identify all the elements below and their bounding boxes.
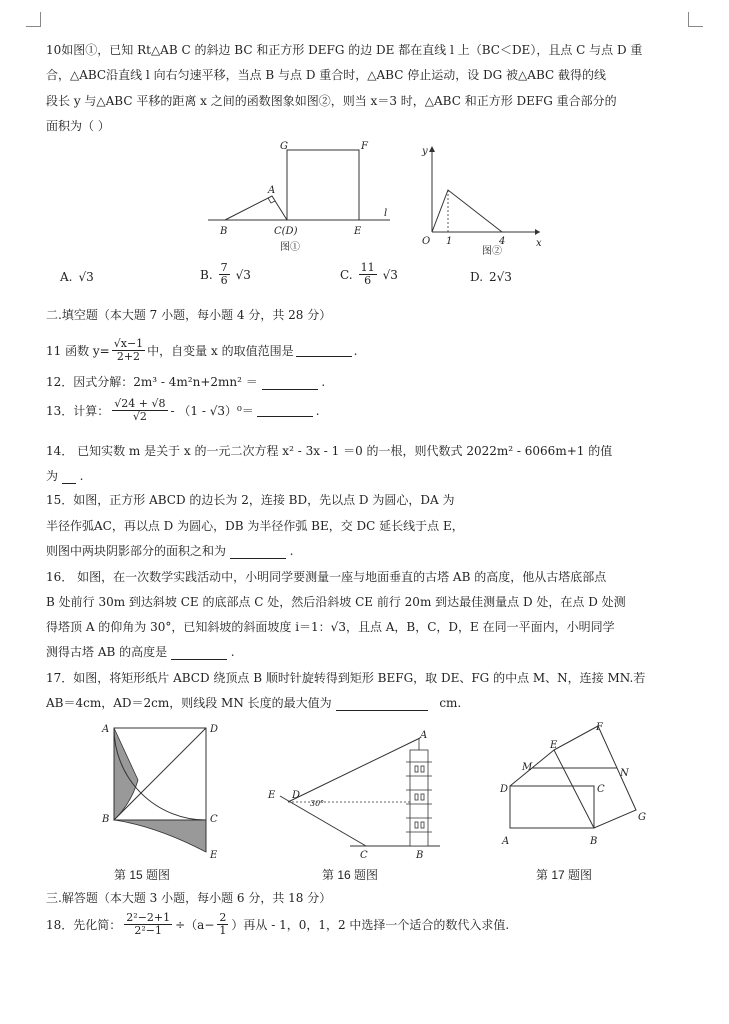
label-4: 4	[499, 236, 506, 247]
triangle-abc	[225, 196, 287, 220]
label-d: D	[292, 790, 301, 801]
fig17-caption: 第 17 题图	[536, 868, 593, 882]
q13: 13．计算： $\frac{√24 + √8}{√2}$ - （1 - √3）⁰＝ .	[46, 397, 320, 423]
q10-figure-2	[416, 140, 546, 258]
fig2-caption: 图②	[482, 246, 502, 257]
q10-line3: 段长 y 与△ABC 平移的距离 x 之间的函数图象如图②，则当 x＝3 时，△ABC 和正方形 DEFG 重合部分的	[46, 94, 617, 108]
label-1: 1	[446, 236, 453, 247]
label-c: C	[360, 850, 368, 861]
choice-d[interactable]: D. 2√3	[470, 270, 512, 284]
label-b: B	[102, 814, 110, 825]
label-l: l	[384, 208, 388, 219]
choice-a[interactable]: A. √3	[60, 270, 94, 284]
label-b: B	[590, 836, 598, 847]
section-2-heading: 二.填空题（本大题 7 小题，每小题 4 分，共 28 分）	[46, 308, 332, 322]
label-e: E	[210, 850, 218, 861]
sight-line-da	[288, 738, 420, 802]
q15-answer-blank[interactable]	[230, 547, 286, 559]
label-a: A	[102, 724, 110, 735]
label-g: G	[280, 141, 288, 152]
rect-abcd	[510, 786, 594, 828]
q16-line4: 测得古塔 AB 的高度是 .	[46, 645, 235, 659]
angle-label: 30°	[310, 799, 325, 808]
choice-b[interactable]: B. $\frac{7}{6}$ √3	[200, 261, 251, 287]
label-x: x	[536, 238, 542, 249]
label-m: M	[522, 762, 533, 773]
label-d: D	[500, 784, 509, 795]
fig15	[96, 718, 236, 868]
label-a: A	[268, 185, 276, 196]
q11-answer-blank[interactable]	[296, 345, 352, 357]
corner-mark-right	[688, 12, 703, 27]
label-b: B	[416, 850, 424, 861]
q17-line1: 17．如图，将矩形纸片 ABCD 绕顶点 B 顺时针旋转得到矩形 BEFG，取 DE、FG 的中点 M、N，连接 MN.若	[46, 671, 646, 685]
label-b: B	[220, 226, 228, 237]
label-e: E	[550, 740, 558, 751]
q10-choices	[60, 262, 620, 298]
q17-answer-blank[interactable]	[336, 699, 428, 711]
section-3-heading: 三.解答题（本大题 3 小题，每小题 6 分，共 18 分）	[46, 891, 332, 905]
q14-answer-blank[interactable]	[62, 472, 76, 484]
label-c: C	[597, 784, 605, 795]
q12-answer-blank[interactable]	[262, 378, 318, 390]
function-graph	[432, 190, 502, 232]
q18: 18．先化简： $\frac{\text{2²−2+1}}{\text{2²−1}}$ ÷（a− $\frac{2}{1}$ ）再从 - 1，0，1，2 中选择一个适合的数代入求值.	[46, 911, 510, 937]
label-f: F	[361, 141, 368, 152]
label-e: E	[354, 226, 362, 237]
label-c: C	[210, 814, 218, 825]
shaded-region-bottom	[114, 820, 206, 852]
q16-answer-blank[interactable]	[171, 648, 227, 660]
x-arrow	[535, 229, 540, 235]
q10-figure-1	[200, 140, 400, 258]
label-y: y	[422, 146, 428, 157]
choice-c[interactable]: C. $\frac{11}{6}$ √3	[340, 261, 398, 287]
q15-line2: 半径作弧AC，再以点 D 为圆心，DB 为半径作弧 BE，交 DC 延长线于点 E，	[46, 519, 464, 533]
label-a: A	[420, 730, 428, 741]
fig16-caption: 第 16 题图	[322, 868, 379, 882]
q14-line1: 14． 已知实数 m 是关于 x 的一元二次方程 x² - 3x - 1 ＝0 的一根，则代数式 2022m² - 6066m+1 的值	[46, 444, 613, 458]
q16-line2: B 处前行 30m 到达斜坡 CE 的底部点 C 处，然后沿斜坡 CE 前行 20m 到达最佳测量点 D 处，在点 D 处测	[46, 595, 626, 609]
fig1-caption: 图①	[280, 242, 300, 253]
q17-line2: AB＝4cm，AD＝2cm，则线段 MN 长度的最大值为 cm.	[46, 696, 462, 710]
label-g: G	[638, 812, 646, 823]
q15-line1: 15．如图，正方形 ABCD 的边长为 2，连接 BD，先以点 D 为圆心，DA 为	[46, 493, 455, 507]
label-cd: C(D)	[274, 226, 298, 237]
q13-answer-blank[interactable]	[257, 405, 313, 417]
y-arrow	[429, 146, 435, 152]
fig16	[260, 730, 450, 864]
label-f: F	[596, 722, 603, 733]
q16-line3: 得塔顶 A 的仰角为 30°，已知斜坡的斜面坡度 i＝1：√3，且点 A，B，C，D，E 在同一平面内，小明同学	[46, 620, 615, 634]
q14-line2: 为 .	[46, 469, 84, 483]
label-o: O	[422, 236, 431, 247]
fig17	[490, 720, 660, 850]
corner-mark-left	[26, 12, 41, 27]
q11: 11 函数 y= $\frac{√x-1}{2+2}$ 中，自变量 x 的取值范围是 .	[46, 337, 358, 363]
q10-line1: 10如图①，已知 Rt△AB C 的斜边 BC 和正方形 DEFG 的边 DE 都在直线 l 上（BC＜DE），且点 C 与点 D 重	[46, 43, 643, 57]
label-a: A	[502, 836, 510, 847]
label-n: N	[620, 768, 629, 779]
fig15-caption: 第 15 题图	[114, 868, 171, 882]
q16-line1: 16． 如图，在一次数学实践活动中，小明同学要测量一座与地面垂直的古塔 AB 的高度，他从古塔底部点	[46, 570, 607, 584]
q15-line3: 则图中两块阴影部分的面积之和为 .	[46, 544, 294, 558]
label-d: D	[210, 724, 219, 735]
square-defg	[287, 150, 359, 220]
label-e: E	[268, 790, 276, 801]
q10-line4: 面积为（ ）	[46, 119, 110, 133]
q10-line2: 合，△ABC沿直线 l 向右匀速平移，当点 B 与点 D 重合时，△ABC 停止运动，设 DG 被△ABC 截得的线	[46, 68, 606, 82]
pagoda-icon	[406, 738, 432, 846]
q12: 12．因式分解：2m³ - 4m²n+2mn² ＝ .	[46, 375, 326, 389]
